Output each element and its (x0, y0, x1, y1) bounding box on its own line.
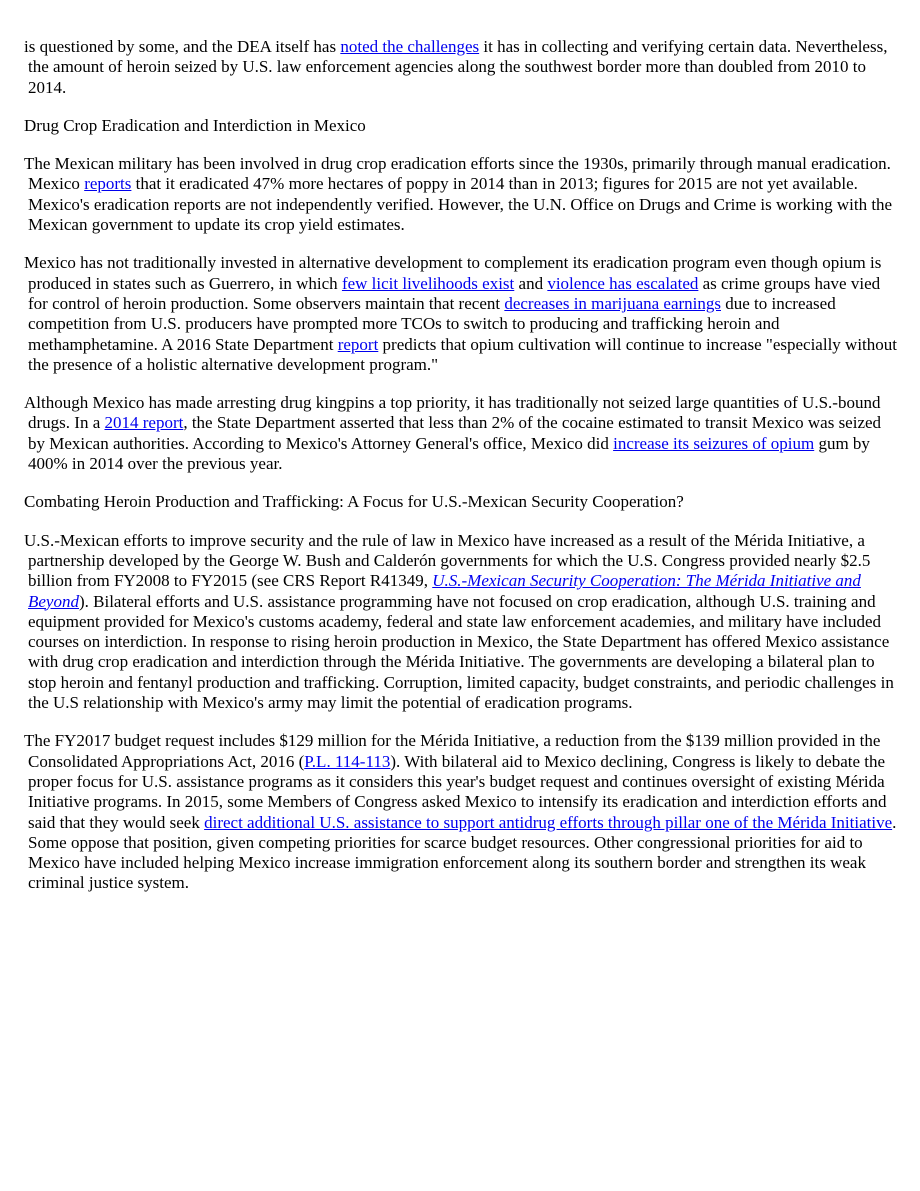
link-direct-additional-assistance[interactable]: direct additional U.S. assistance to support antidrug efforts through pillar one of the Mérida Initiative (204, 812, 893, 832)
text: The Mexican military has been involved in drug crop eradication efforts since the 1930s, primarily through manual eradication. Mexico (24, 154, 891, 194)
text: predicts that opium cultivation will continue to increase "especially without the presence of a holistic alternative development program." (28, 334, 897, 374)
link-state-department-report[interactable]: report (337, 334, 379, 354)
link-crs-report-r41349[interactable]: U.S.-Mexican Security Cooperation: The Mérida Initiative and Beyond (28, 571, 861, 611)
link-violence-has-escalated[interactable]: violence has escalated (547, 273, 699, 293)
section-heading-eradication: Drug Crop Eradication and Interdiction in Mexico (24, 115, 366, 135)
link-reports[interactable]: reports (84, 174, 132, 194)
text: Mexico has not traditionally invested in alternative development to complement its eradication program even though opium is produced in states such as Guerrero, in which (24, 253, 882, 293)
link-few-licit-livelihoods[interactable]: few licit livelihoods exist (341, 273, 515, 293)
paragraph-data-challenges (24, 37, 900, 98)
paragraph-fy2017-budget (24, 731, 900, 893)
section-heading-security-cooperation: Combating Heroin Production and Trafficking: A Focus for U.S.-Mexican Security Cooperation? (24, 492, 684, 512)
link-pl-114-113[interactable]: P.L. 114-113 (304, 751, 391, 771)
text: Although Mexico has made arresting drug kingpins a top priority, it has traditionally not seized large quantities of U.S.-bound drugs. In a (24, 393, 881, 433)
text: ). Bilateral efforts and U.S. assistance programming have not focused on crop eradication, although U.S. training and equipment provided for Mexico's customs academy, federal and state law enforcement academies, and military have included courses on interdiction. In response to rising heroin production in Mexico, the State Department has offered Mexico assistance with drug crop eradication and interdiction through the Mérida Initiative. The governments are developing a bilateral plan to stop heroin and fentanyl production and trafficking. Corruption, limited capacity, budget constraints, and periodic challenges in the U.S relationship with Mexico's army may limit the potential of eradication programs. (28, 591, 894, 713)
paragraph-kingpins-seizures (24, 393, 900, 474)
link-noted-the-challenges[interactable]: noted the challenges (340, 37, 480, 56)
text: it has in collecting and verifying certain data. Nevertheless, the amount of heroin seized by U.S. law enforcement agencies along the southwest border more than doubled from 2010 to 2014. (28, 37, 888, 97)
paragraph-alternative-development (24, 253, 900, 375)
paragraph-merida-initiative (24, 531, 900, 714)
text: is questioned by some, and the DEA itself has (24, 37, 341, 56)
paragraph-military-eradication (24, 154, 900, 235)
text: and (514, 273, 548, 293)
text: The FY2017 budget request includes $129 million for the Mérida Initiative, a reduction from the $139 million provided in the Consolidated Appropriations Act, 2016 ( (24, 731, 881, 771)
text: . Some oppose that position, given competing priorities for scarce budget resources. Other congressional priorities for aid to Mexico have included helping Mexico increase immigration enforcement along its southern border and strengthen its weak criminal justice system. (28, 812, 897, 893)
link-increase-seizures-of-opium[interactable]: increase its seizures of opium (613, 433, 815, 453)
text: , the State Department asserted that less than 2% of the cocaine estimated to transit Mexico was seized by Mexican authorities. According to Mexico's Attorney General's office, Mexico did (28, 413, 882, 453)
text: that it eradicated 47% more hectares of poppy in 2014 than in 2013; figures for 2015 are not yet available. Mexico's eradication reports are not independently verified. However, the U.N. Office on Drugs and Crime is working with the Mexican government to update its crop yield estimates. (28, 174, 893, 235)
text: gum by 400% in 2014 over the previous year. (28, 433, 870, 474)
text: U.S.-Mexican efforts to improve security and the rule of law in Mexico have increased as a result of the Mérida Initiative, a partnership developed by the George W. Bush and Calderón governments for which the U.S. Congress provided nearly $2.5 billion from FY2008 to FY2015 (see CRS Report R41349, (24, 530, 871, 591)
text: ). With bilateral aid to Mexico declining, Congress is likely to debate the proper focus for U.S. assistance programs as it considers this year's budget request and continues oversight of existing Mérida Initiative programs. In 2015, some Members of Congress asked Mexico to intensify its eradication and interdiction efforts and said that they would seek (28, 751, 887, 832)
link-2014-report[interactable]: 2014 report (104, 413, 184, 433)
text: due to increased competition from U.S. producers have prompted more TCOs to switch to producing and trafficking heroin and methamphetamine. A 2016 State Department (28, 293, 836, 354)
document-body (24, 37, 900, 912)
text: as crime groups have vied for control of heroin production. Some observers maintain that recent (28, 273, 881, 313)
link-decreases-in-marijuana-earnings[interactable]: decreases in marijuana earnings (504, 293, 721, 313)
